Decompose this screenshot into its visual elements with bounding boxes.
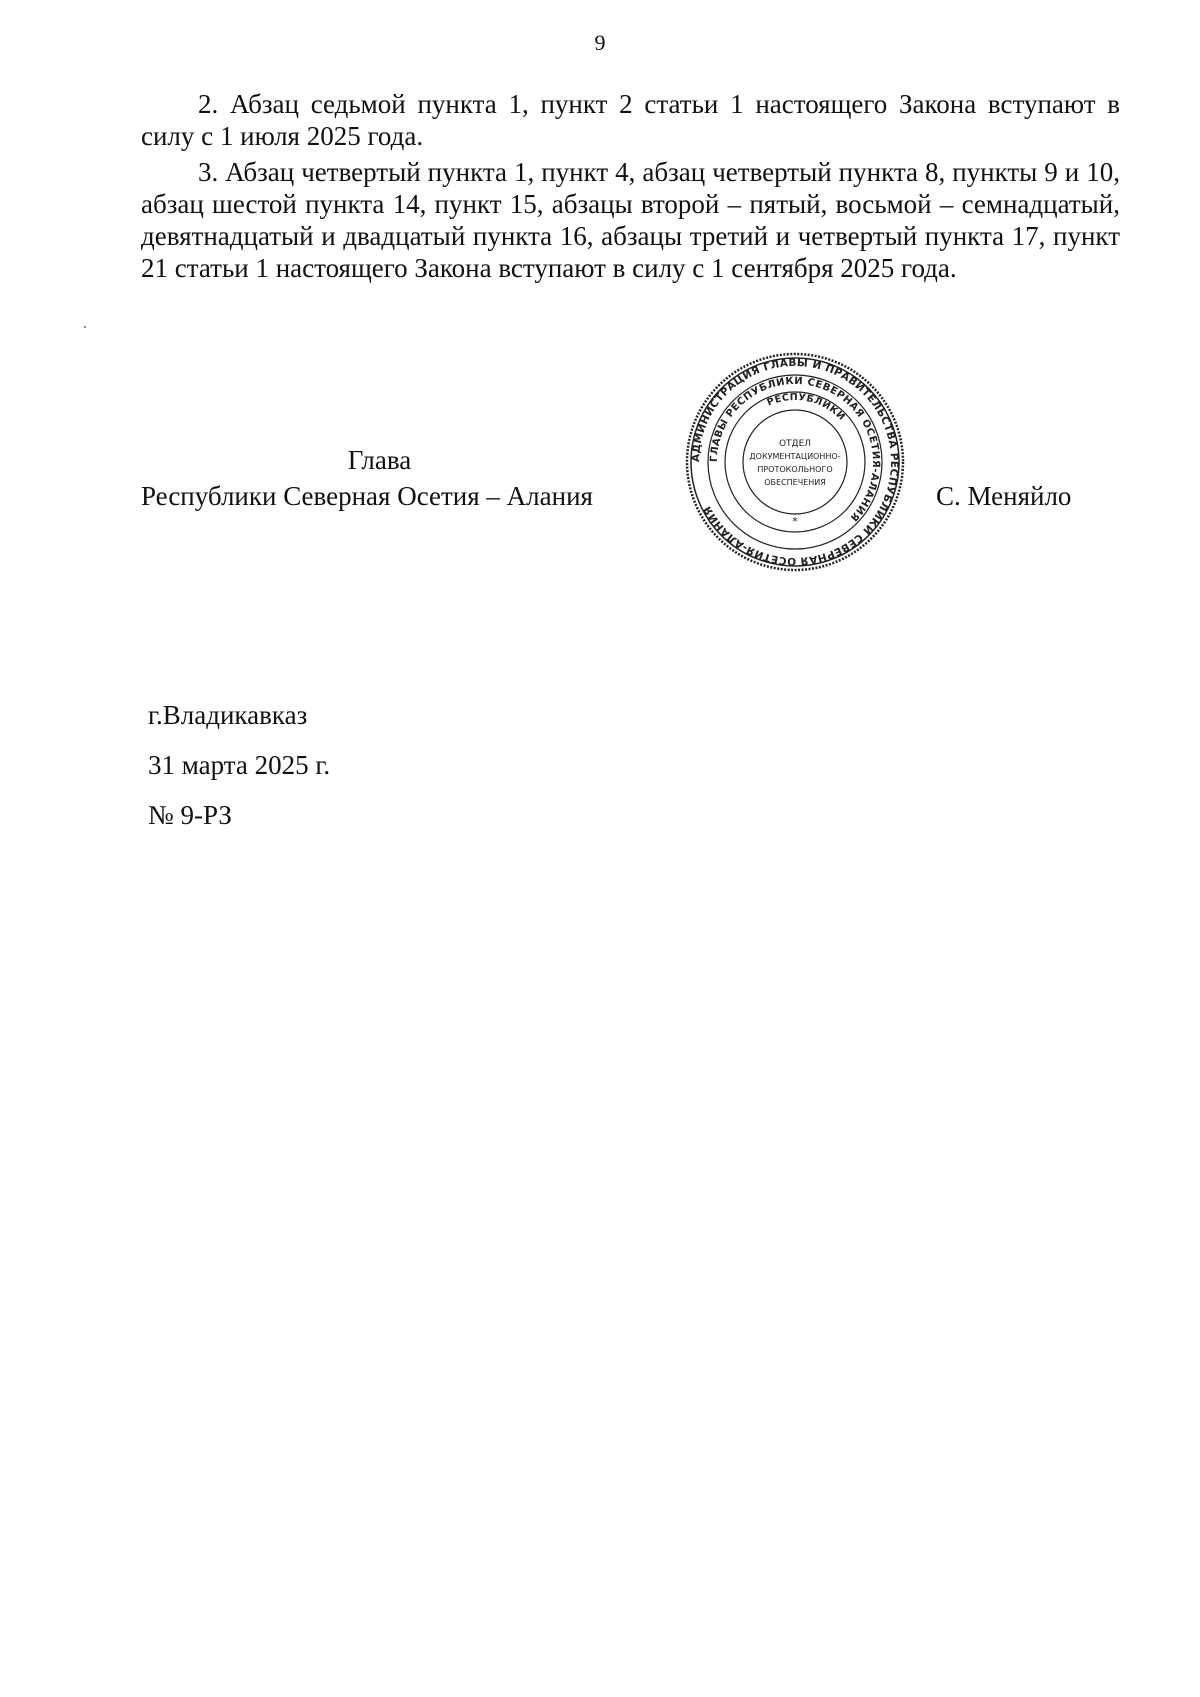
- official-round-seal-icon: [683, 350, 907, 574]
- signature-block: [141, 442, 621, 514]
- paragraph-3: 3. Абзац четвертый пункта 1, пункт 4, абзац четвертый пункта 8, пункты 9 и 10, абзац шестой пункта 14, пункт 15, абзацы второй – пятый, восьмой – семнадцатый, девятнадцатый и двадцатый пункта 16, абзацы третий и четвертый пункта 17, пункт 21 статьи 1 настоящего Закона вступают в силу с 1 сентября 2025 года.: [141, 157, 1120, 283]
- stamp-outer-text: АДМИНИСТРАЦИЯ ГЛАВЫ И ПРАВИТЕЛЬСТВА РЕСПУБЛИКИ СЕВЕРНАЯ ОСЕТИЯ-АЛАНИЯ: [689, 356, 901, 568]
- stamp-center-line-3: ПРОТОКОЛЬНОГО: [757, 465, 833, 474]
- stamp-star-icon: *: [792, 515, 798, 528]
- place-date-block: [148, 690, 330, 840]
- stamp-center-line-4: ОБЕСПЕЧЕНИЯ: [764, 478, 826, 487]
- svg-text:АДМИНИСТРАЦИЯ ГЛАВЫ И ПРАВИТЕЛ: [690, 357, 900, 567]
- stamp-center-line-1: ОТДЕЛ: [778, 439, 812, 449]
- stamp-middle-text: ГЛАВЫ РЕСПУБЛИКИ СЕВЕРНАЯ ОСЕТИЯ-АЛАНИЯ: [708, 375, 882, 524]
- signatory-title: Глава: [347, 445, 412, 475]
- signatory-organization: Республики Северная Осетия – Алания: [141, 481, 593, 511]
- law-text: [141, 88, 1120, 288]
- city: г.Владикавказ: [148, 700, 308, 730]
- page-number: 9: [594, 30, 606, 55]
- stamp-center-line-2: ДОКУМЕНТАЦИОННО-: [749, 452, 841, 461]
- paragraph-2: 2. Абзац седьмой пункта 1, пункт 2 статьи 1 настоящего Закона вступают в силу с 1 июля 2025 года.: [141, 89, 1120, 151]
- law-date: 31 марта 2025 г.: [148, 750, 331, 780]
- law-number: № 9-РЗ: [148, 800, 232, 830]
- scan-speck: [84, 326, 86, 328]
- signatory-name: С. Меняйло: [936, 481, 1072, 511]
- stamp-inner-text: РЕСПУБЛИКИ: [765, 391, 848, 423]
